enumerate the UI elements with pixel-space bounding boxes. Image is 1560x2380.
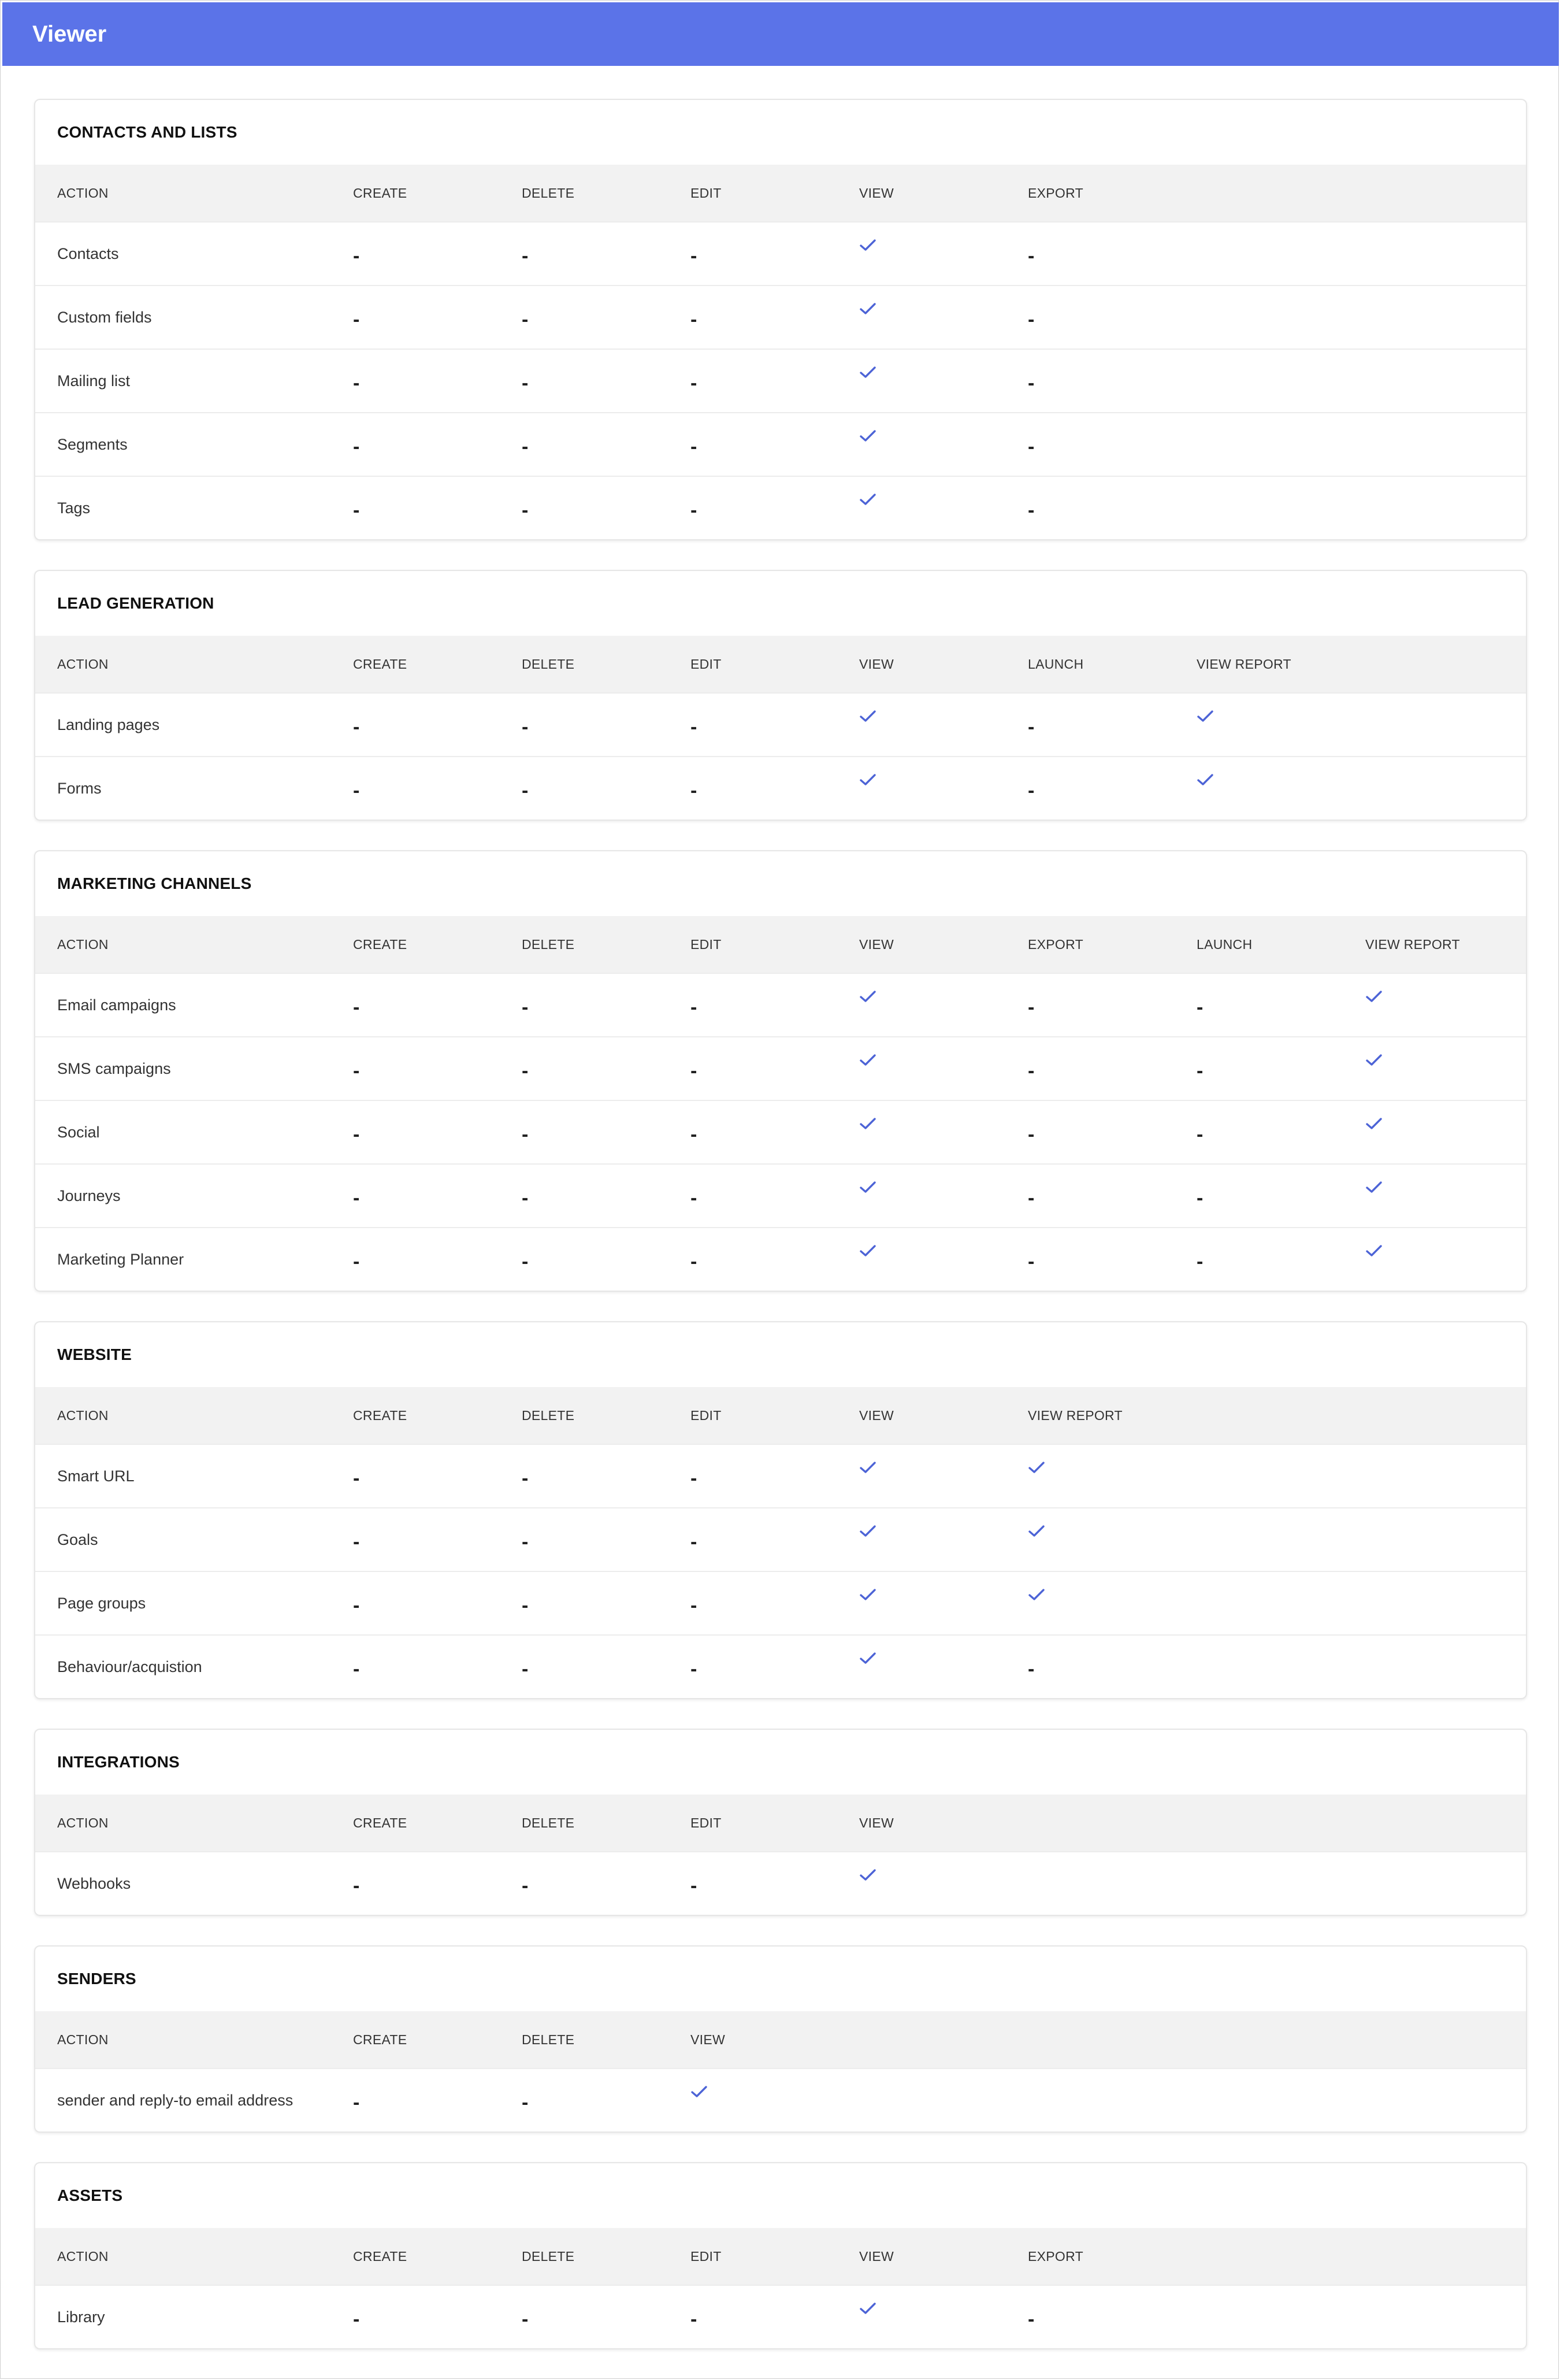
column-header-export: EXPORT xyxy=(1028,936,1083,952)
column-header-edit: EDIT xyxy=(690,1407,722,1423)
permission-dash: - xyxy=(690,1594,697,1617)
column-header-delete: DELETE xyxy=(522,2248,575,2264)
check-icon xyxy=(859,1228,876,1291)
permission-dash: - xyxy=(1197,996,1204,1018)
permission-dash: - xyxy=(522,308,529,331)
column-header-delete: DELETE xyxy=(522,1407,575,1423)
permission-dash: - xyxy=(353,1187,360,1209)
permission-dash: - xyxy=(690,996,697,1018)
row-label: Segments xyxy=(57,435,128,453)
column-header-edit: EDIT xyxy=(690,1815,722,1830)
column-header-create: CREATE xyxy=(353,656,407,672)
row-label: Mailing list xyxy=(57,372,131,390)
section-contacts-and-lists xyxy=(34,99,1527,540)
table-row xyxy=(35,1571,1526,1634)
permission-dash: - xyxy=(353,2308,360,2330)
section-title: INTEGRATIONS xyxy=(57,1753,180,1771)
column-header-edit: EDIT xyxy=(690,656,722,672)
permission-dash: - xyxy=(1028,779,1035,802)
permission-dash: - xyxy=(522,1467,529,1489)
check-icon xyxy=(859,1572,876,1634)
column-header-export: EXPORT xyxy=(1028,185,1083,201)
column-header-view: VIEW xyxy=(859,2248,894,2264)
column-header-view: VIEW xyxy=(690,2031,725,2047)
row-label: Tags xyxy=(57,499,91,517)
row-label: SMS campaigns xyxy=(57,1059,171,1077)
column-header-action: ACTION xyxy=(57,185,109,201)
row-label: Webhooks xyxy=(57,1874,131,1892)
section-title: MARKETING CHANNELS xyxy=(57,874,252,892)
table-row xyxy=(35,1634,1526,1698)
row-label: Library xyxy=(57,2308,105,2326)
check-icon xyxy=(1365,1228,1383,1291)
column-header-export: EXPORT xyxy=(1028,2248,1083,2264)
check-icon xyxy=(1028,1508,1045,1571)
permission-dash: - xyxy=(1197,1187,1204,1209)
check-icon xyxy=(859,413,876,476)
table-row xyxy=(35,476,1526,539)
permission-dash: - xyxy=(353,1467,360,1489)
section-title: SENDERS xyxy=(57,1970,136,1988)
table-row xyxy=(35,221,1526,285)
row-label: Marketing Planner xyxy=(57,1250,184,1268)
column-header-delete: DELETE xyxy=(522,936,575,952)
permission-dash: - xyxy=(353,435,360,458)
permission-dash: - xyxy=(690,372,697,394)
column-header-view: VIEW xyxy=(859,936,894,952)
check-icon xyxy=(859,223,876,285)
column-header-edit: EDIT xyxy=(690,936,722,952)
check-icon xyxy=(859,1445,876,1507)
table-row xyxy=(35,1851,1526,1915)
permission-dash: - xyxy=(690,1250,697,1273)
permission-dash: - xyxy=(353,1059,360,1082)
check-icon xyxy=(1365,1101,1383,1163)
check-icon xyxy=(690,2069,708,2131)
column-header-create: CREATE xyxy=(353,1815,407,1830)
check-icon xyxy=(1365,1165,1383,1227)
table-row xyxy=(35,1507,1526,1571)
permission-dash: - xyxy=(353,2091,360,2114)
row-label: Landing pages xyxy=(57,716,160,733)
column-header-delete: DELETE xyxy=(522,2031,575,2047)
permission-dash: - xyxy=(1197,1059,1204,1082)
row-label: Email campaigns xyxy=(57,996,176,1014)
column-header-create: CREATE xyxy=(353,1407,407,1423)
permission-dash: - xyxy=(690,499,697,521)
check-icon xyxy=(859,1508,876,1571)
section-senders xyxy=(34,1945,1527,2133)
permission-dash: - xyxy=(353,499,360,521)
permission-dash: - xyxy=(690,1123,697,1145)
section-marketing-channels xyxy=(34,850,1527,1292)
table-header-row xyxy=(35,2011,1526,2068)
permission-dash: - xyxy=(690,2308,697,2330)
permission-dash: - xyxy=(1028,1187,1035,1209)
column-header-launch: LAUNCH xyxy=(1197,936,1253,952)
check-icon xyxy=(1028,1572,1045,1634)
check-icon xyxy=(859,350,876,412)
column-header-create: CREATE xyxy=(353,2031,407,2047)
check-icon xyxy=(859,974,876,1036)
permission-dash: - xyxy=(1028,1059,1035,1082)
permission-dash: - xyxy=(522,1594,529,1617)
table-header-row xyxy=(35,636,1526,692)
permission-dash: - xyxy=(522,244,529,267)
column-header-action: ACTION xyxy=(57,656,109,672)
column-header-action: ACTION xyxy=(57,1407,109,1423)
column-header-create: CREATE xyxy=(353,185,407,201)
permission-dash: - xyxy=(1197,1123,1204,1145)
check-icon xyxy=(1028,1445,1045,1507)
table-row xyxy=(35,412,1526,476)
permission-dash: - xyxy=(690,1467,697,1489)
permission-dash: - xyxy=(353,716,360,738)
permission-dash: - xyxy=(522,499,529,521)
row-label: Page groups xyxy=(57,1594,146,1612)
column-header-create: CREATE xyxy=(353,936,407,952)
section-title: ASSETS xyxy=(57,2186,123,2204)
column-header-view: VIEW xyxy=(859,185,894,201)
row-label: Social xyxy=(57,1123,100,1141)
row-label: sender and reply-to email address xyxy=(57,2091,294,2109)
column-header-delete: DELETE xyxy=(522,1815,575,1830)
permission-dash: - xyxy=(522,1250,529,1273)
check-icon xyxy=(859,1037,876,1100)
permission-dash: - xyxy=(1028,372,1035,394)
permission-dash: - xyxy=(1028,244,1035,267)
permission-dash: - xyxy=(353,1123,360,1145)
permission-dash: - xyxy=(1028,308,1035,331)
permission-dash: - xyxy=(690,1187,697,1209)
check-icon xyxy=(1197,694,1214,756)
table-header-row xyxy=(35,1795,1526,1851)
permission-dash: - xyxy=(522,1123,529,1145)
table-row xyxy=(35,1036,1526,1100)
permission-dash: - xyxy=(353,244,360,267)
table-row xyxy=(35,2285,1526,2348)
permission-dash: - xyxy=(522,1658,529,1680)
permission-dash: - xyxy=(522,996,529,1018)
permission-dash: - xyxy=(690,1658,697,1680)
permission-dash: - xyxy=(1028,716,1035,738)
permission-dash: - xyxy=(690,1874,697,1897)
table-row xyxy=(35,756,1526,820)
section-assets xyxy=(34,2162,1527,2349)
permission-dash: - xyxy=(1028,1658,1035,1680)
row-label: Forms xyxy=(57,779,102,797)
permission-dash: - xyxy=(1028,499,1035,521)
permission-dash: - xyxy=(353,1530,360,1553)
section-lead-generation xyxy=(34,570,1527,821)
column-header-action: ACTION xyxy=(57,1815,109,1830)
table-row xyxy=(35,349,1526,412)
check-icon xyxy=(859,1852,876,1915)
column-header-view-report: VIEW REPORT xyxy=(1197,656,1291,672)
column-header-delete: DELETE xyxy=(522,185,575,201)
table-row xyxy=(35,1100,1526,1163)
check-icon xyxy=(859,1165,876,1227)
section-website xyxy=(34,1321,1527,1699)
check-icon xyxy=(1365,974,1383,1036)
column-header-action: ACTION xyxy=(57,936,109,952)
row-label: Journeys xyxy=(57,1187,121,1204)
table-row xyxy=(35,2068,1526,2131)
permission-dash: - xyxy=(522,1530,529,1553)
table-row xyxy=(35,692,1526,756)
check-icon xyxy=(859,286,876,349)
permission-dash: - xyxy=(353,1594,360,1617)
check-icon xyxy=(859,2286,876,2348)
header-bar xyxy=(2,2,1559,66)
permission-dash: - xyxy=(1028,1123,1035,1145)
column-header-view: VIEW xyxy=(859,656,894,672)
table-header-row xyxy=(35,916,1526,973)
check-icon xyxy=(859,1101,876,1163)
column-header-delete: DELETE xyxy=(522,656,575,672)
check-icon xyxy=(859,694,876,756)
permission-dash: - xyxy=(522,2308,529,2330)
table-header-row xyxy=(35,165,1526,221)
permission-dash: - xyxy=(353,1658,360,1680)
permission-dash: - xyxy=(522,779,529,802)
section-title: CONTACTS AND LISTS xyxy=(57,123,237,141)
permission-dash: - xyxy=(522,435,529,458)
table-row xyxy=(35,1163,1526,1227)
permission-dash: - xyxy=(690,716,697,738)
column-header-edit: EDIT xyxy=(690,185,722,201)
permission-dash: - xyxy=(353,308,360,331)
row-label: Smart URL xyxy=(57,1467,135,1485)
section-integrations xyxy=(34,1729,1527,1916)
row-label: Contacts xyxy=(57,244,119,262)
row-label: Behaviour/acquistion xyxy=(57,1658,202,1675)
column-header-action: ACTION xyxy=(57,2248,109,2264)
permission-dash: - xyxy=(1028,1250,1035,1273)
column-header-view-report: VIEW REPORT xyxy=(1365,936,1460,952)
column-header-edit: EDIT xyxy=(690,2248,722,2264)
check-icon xyxy=(859,477,876,539)
permission-dash: - xyxy=(353,1874,360,1897)
permission-dash: - xyxy=(353,372,360,394)
permission-dash: - xyxy=(690,435,697,458)
permission-dash: - xyxy=(690,1530,697,1553)
permission-dash: - xyxy=(522,1874,529,1897)
check-icon xyxy=(1197,757,1214,820)
permission-dash: - xyxy=(1197,1250,1204,1273)
table-header-row xyxy=(35,2228,1526,2285)
permission-dash: - xyxy=(690,1059,697,1082)
permission-dash: - xyxy=(353,1250,360,1273)
permission-dash: - xyxy=(353,779,360,802)
column-header-launch: LAUNCH xyxy=(1028,656,1084,672)
permission-dash: - xyxy=(1028,996,1035,1018)
permission-dash: - xyxy=(353,996,360,1018)
permission-dash: - xyxy=(690,244,697,267)
permission-dash: - xyxy=(522,1059,529,1082)
permission-dash: - xyxy=(522,2091,529,2114)
permission-dash: - xyxy=(522,1187,529,1209)
table-row xyxy=(35,285,1526,349)
table-header-row xyxy=(35,1387,1526,1444)
column-header-view: VIEW xyxy=(859,1815,894,1830)
permission-dash: - xyxy=(690,308,697,331)
check-icon xyxy=(859,757,876,820)
section-title: WEBSITE xyxy=(57,1345,132,1363)
table-row xyxy=(35,1227,1526,1291)
page-title: Viewer xyxy=(32,21,107,47)
table-row xyxy=(35,1444,1526,1507)
section-title: LEAD GENERATION xyxy=(57,594,214,612)
row-label: Goals xyxy=(57,1530,98,1548)
check-icon xyxy=(859,1636,876,1698)
permission-dash: - xyxy=(690,779,697,802)
column-header-view-report: VIEW REPORT xyxy=(1028,1407,1123,1423)
column-header-action: ACTION xyxy=(57,2031,109,2047)
column-header-create: CREATE xyxy=(353,2248,407,2264)
column-header-view: VIEW xyxy=(859,1407,894,1423)
permission-dash: - xyxy=(1028,2308,1035,2330)
row-label: Custom fields xyxy=(57,308,152,326)
permission-dash: - xyxy=(522,716,529,738)
permission-dash: - xyxy=(522,372,529,394)
table-row xyxy=(35,973,1526,1036)
permission-dash: - xyxy=(1028,435,1035,458)
check-icon xyxy=(1365,1037,1383,1100)
